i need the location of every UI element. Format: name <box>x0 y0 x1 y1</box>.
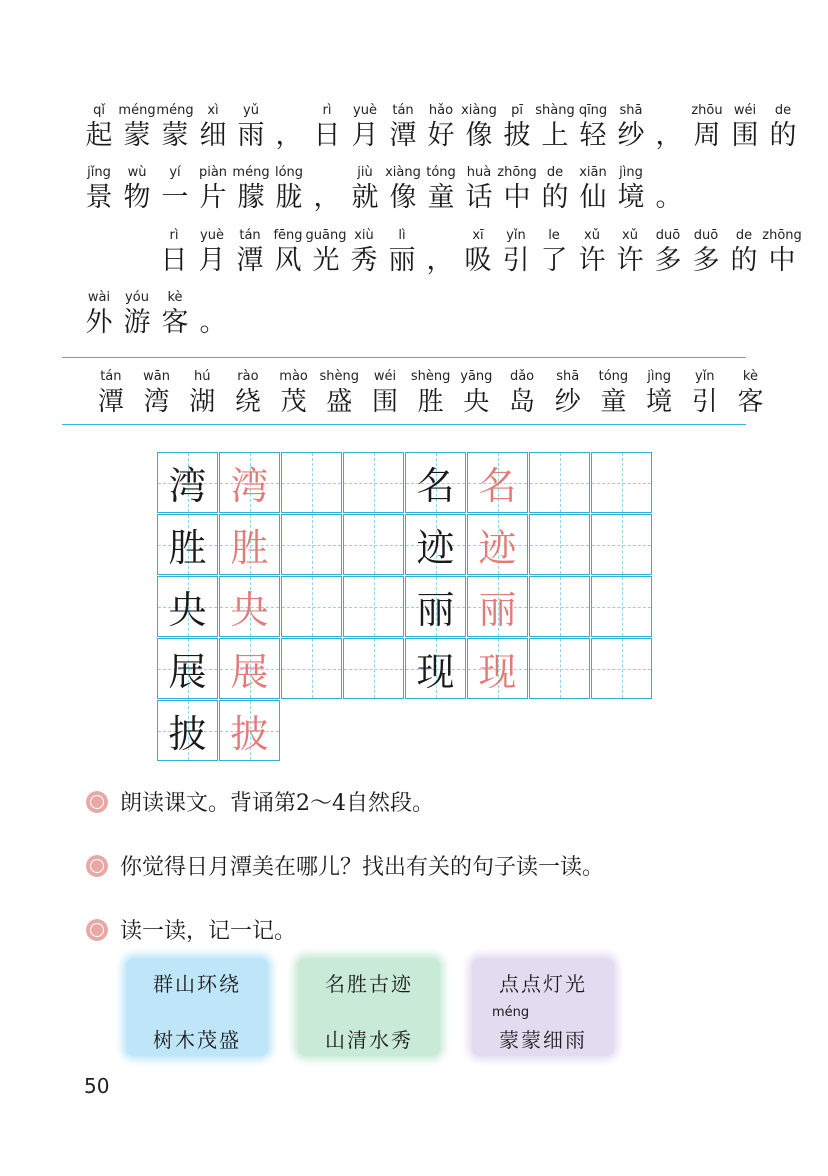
pinyin: qīng <box>578 103 608 118</box>
pinyin: wài <box>87 290 111 305</box>
hanzi: 物 <box>123 182 151 213</box>
phrase: 群山环绕 <box>153 972 241 996</box>
hanzi: 纱 <box>554 387 581 417</box>
hanzi: 童 <box>427 182 455 213</box>
hanzi: 境 <box>617 182 645 213</box>
page-number: 50 <box>84 1074 110 1098</box>
char-cell <box>346 164 384 215</box>
pinyin: rì <box>169 228 179 243</box>
hanzi: 潭 <box>389 120 417 151</box>
pinyin: de <box>546 165 564 180</box>
char-cell <box>225 368 271 419</box>
hanzi: 客 <box>161 307 189 338</box>
char-cell <box>270 164 308 215</box>
trace-char: 披 <box>230 712 269 756</box>
char-cell <box>232 102 270 153</box>
trace-char: 展 <box>230 650 269 694</box>
char-cell <box>118 289 156 340</box>
hanzi: 了 <box>540 245 568 276</box>
char-cell <box>536 102 574 153</box>
char-cell <box>316 368 362 419</box>
char-cell <box>194 164 232 215</box>
char-cell <box>573 227 611 278</box>
trace-char: 迹 <box>478 526 517 570</box>
pinyin: dǎo <box>509 369 535 384</box>
char-cell <box>574 102 612 153</box>
grid-box <box>281 452 342 513</box>
pinyin: yuè <box>353 103 377 118</box>
pinyin: kè <box>742 369 758 384</box>
grid-box <box>529 452 590 513</box>
grid-box <box>591 514 652 575</box>
pinyin: shā <box>619 103 643 118</box>
pinyin: de <box>774 103 792 118</box>
model-char: 湾 <box>168 464 207 508</box>
hanzi: 外 <box>85 307 113 338</box>
grid-box <box>219 514 280 575</box>
grid-box <box>591 638 652 699</box>
seal-icon <box>86 919 108 941</box>
pinyin: le <box>548 228 560 243</box>
pinyin: xī <box>472 228 484 243</box>
hanzi: ， <box>275 120 303 151</box>
passage-line <box>80 102 802 153</box>
pinyin: yǐn <box>695 369 715 384</box>
hanzi: 秀 <box>350 245 378 276</box>
pinyin: de <box>735 228 753 243</box>
pinyin: yuè <box>200 228 224 243</box>
char-cell <box>179 368 225 419</box>
hanzi: 盛 <box>326 387 353 417</box>
hanzi: 吸 <box>464 245 492 276</box>
pinyin: fēng <box>273 228 303 243</box>
grid-box <box>467 452 528 513</box>
model-char: 展 <box>168 650 207 694</box>
hanzi: ， <box>426 245 454 276</box>
trace-char: 湾 <box>230 464 269 508</box>
grid-box <box>219 700 280 761</box>
char-cell <box>134 368 180 419</box>
grid-box <box>219 638 280 699</box>
hanzi: 日 <box>160 245 188 276</box>
pinyin: méng <box>232 165 270 180</box>
grid-box <box>529 576 590 637</box>
phrase: 蒙蒙细雨 <box>499 1028 587 1052</box>
punct-cell <box>421 227 459 278</box>
hanzi: 丽 <box>388 245 416 276</box>
pinyin: mào <box>279 369 308 384</box>
model-char: 现 <box>416 650 455 694</box>
char-cell <box>649 227 687 278</box>
pinyin: pī <box>511 103 523 118</box>
hanzi: ， <box>313 182 341 213</box>
grid-box <box>157 452 218 513</box>
hanzi: 客 <box>737 387 764 417</box>
char-cell <box>454 368 500 419</box>
hanzi: 境 <box>646 387 673 417</box>
hanzi: 的 <box>769 120 797 151</box>
hanzi: 披 <box>503 120 531 151</box>
pinyin: rào <box>237 369 259 384</box>
model-char: 迹 <box>416 526 455 570</box>
hanzi: 细 <box>199 120 227 151</box>
char-cell <box>308 102 346 153</box>
hanzi: 蒙 <box>161 120 189 151</box>
trace-char: 胜 <box>230 526 269 570</box>
char-cell <box>591 368 637 419</box>
pinyin: shèng <box>319 369 360 384</box>
hanzi: 的 <box>730 245 758 276</box>
pinyin: xiàng <box>461 103 497 118</box>
grid-box <box>467 638 528 699</box>
hanzi: 的 <box>541 182 569 213</box>
task-text: 朗读课文。背诵第2～4自然段。 <box>120 791 434 816</box>
hanzi: 许 <box>578 245 606 276</box>
pinyin: qǐ <box>93 103 105 118</box>
hanzi: 光 <box>312 245 340 276</box>
pinyin: tóng <box>598 369 629 384</box>
char-cell <box>156 164 194 215</box>
char-cell <box>232 164 270 215</box>
hanzi: 围 <box>371 387 398 417</box>
trace-char: 央 <box>230 588 269 632</box>
pinyin: tán <box>392 103 414 118</box>
pinyin: hǎo <box>428 103 454 118</box>
hanzi: 话 <box>465 182 493 213</box>
punct-cell <box>194 289 232 340</box>
phrase: 树木茂盛 <box>153 1028 241 1052</box>
seal-icon <box>86 855 108 877</box>
pinyin: xǔ <box>584 228 600 243</box>
char-cell <box>346 102 384 153</box>
pinyin: wéi <box>733 103 757 118</box>
char-cell <box>682 368 728 419</box>
pinyin: wù <box>127 165 147 180</box>
char-cell <box>155 227 193 278</box>
hanzi: 胜 <box>417 387 444 417</box>
hanzi: 朦 <box>237 182 265 213</box>
pinyin: lóng <box>274 165 304 180</box>
hanzi: 一 <box>161 182 189 213</box>
passage-line <box>80 164 688 215</box>
hanzi: 纱 <box>617 120 645 151</box>
hanzi: 中 <box>503 182 531 213</box>
grid-box <box>591 452 652 513</box>
char-cell <box>545 368 591 419</box>
char-cell <box>725 227 763 278</box>
pinyin: hú <box>193 369 211 384</box>
char-cell <box>498 164 536 215</box>
hanzi: 中 <box>768 245 796 276</box>
hanzi: 好 <box>427 120 455 151</box>
passage <box>0 0 828 340</box>
hanzi: 雨 <box>237 120 265 151</box>
hanzi: 童 <box>600 387 627 417</box>
char-cell <box>384 102 422 153</box>
hanzi: 月 <box>198 245 226 276</box>
pinyin: zhōng <box>497 165 537 180</box>
pinyin: yǐn <box>506 228 526 243</box>
trace-char: 现 <box>478 650 517 694</box>
pinyin: xiù <box>354 228 374 243</box>
grid-box <box>219 452 280 513</box>
bottom-divider <box>62 424 746 425</box>
hanzi: 潭 <box>236 245 264 276</box>
pinyin: tán <box>100 369 122 384</box>
grid-box <box>405 576 466 637</box>
char-cell <box>156 289 194 340</box>
grid-box <box>405 452 466 513</box>
pinyin: zhōng <box>762 228 802 243</box>
top-divider <box>62 357 746 358</box>
char-cell <box>194 102 232 153</box>
pinyin: yāng <box>460 369 493 384</box>
pinyin: zhōu <box>691 103 723 118</box>
trace-char: 名 <box>478 464 517 508</box>
char-cell <box>459 227 497 278</box>
pinyin: xiān <box>579 165 607 180</box>
grid-box <box>591 576 652 637</box>
phrase: 山清水秀 <box>325 1028 413 1052</box>
char-cell <box>80 164 118 215</box>
char-cell <box>498 102 536 153</box>
char-cell <box>763 227 801 278</box>
pinyin: huà <box>466 165 492 180</box>
grid-box <box>157 576 218 637</box>
hanzi: 上 <box>541 120 569 151</box>
char-cell <box>80 102 118 153</box>
hanzi: 许 <box>616 245 644 276</box>
char-cell <box>88 368 134 419</box>
model-char: 胜 <box>168 526 207 570</box>
pinyin: méng <box>156 103 194 118</box>
hanzi: 多 <box>654 245 682 276</box>
pinyin: tán <box>239 228 261 243</box>
char-cell <box>460 164 498 215</box>
char-cell <box>80 289 118 340</box>
pinyin: xiàng <box>385 165 421 180</box>
hanzi: 起 <box>85 120 113 151</box>
vocab-strip <box>88 368 773 419</box>
char-cell <box>118 102 156 153</box>
grid-box <box>405 514 466 575</box>
pinyin: rì <box>322 103 332 118</box>
punct-cell <box>270 102 308 153</box>
phrase: 点点灯光 <box>499 972 587 996</box>
hanzi: 像 <box>389 182 417 213</box>
char-cell <box>362 368 408 419</box>
punct-cell <box>650 164 688 215</box>
pinyin: jìng <box>647 369 671 384</box>
phrase: 名胜古迹 <box>325 972 413 996</box>
pinyin: méng <box>118 103 156 118</box>
grid-box <box>157 700 218 761</box>
punct-cell <box>650 102 688 153</box>
hanzi: 岛 <box>509 387 536 417</box>
char-cell <box>271 368 317 419</box>
char-cell <box>687 227 725 278</box>
char-cell <box>764 102 802 153</box>
pinyin: tóng <box>426 165 456 180</box>
pinyin: xì <box>207 103 219 118</box>
seal-icon <box>86 791 108 813</box>
hanzi: 湾 <box>143 387 170 417</box>
pinyin: shèng <box>410 369 451 384</box>
char-cell <box>688 102 726 153</box>
pinyin: yí <box>169 165 181 180</box>
grid-box <box>219 576 280 637</box>
hanzi: 蒙 <box>123 120 151 151</box>
hanzi: 仙 <box>579 182 607 213</box>
pinyin: yóu <box>125 290 149 305</box>
task-text: 读一读，记一记。 <box>120 919 297 944</box>
hanzi: 。 <box>199 307 227 338</box>
pinyin: duō <box>655 228 681 243</box>
char-cell <box>460 102 498 153</box>
grid-box <box>157 638 218 699</box>
char-cell <box>345 227 383 278</box>
task-2 <box>86 850 604 881</box>
task-1 <box>86 786 434 817</box>
grid-box <box>529 514 590 575</box>
char-cell <box>497 227 535 278</box>
grid-box <box>343 576 404 637</box>
grid-box <box>343 452 404 513</box>
pinyin: guāng <box>305 228 347 243</box>
char-cell <box>574 164 612 215</box>
hanzi: 央 <box>463 387 490 417</box>
pinyin: kè <box>167 290 183 305</box>
char-cell <box>384 164 422 215</box>
hanzi: 片 <box>199 182 227 213</box>
task-text: 你觉得日月潭美在哪儿？找出有关的句子读一读。 <box>120 855 605 880</box>
pinyin: wān <box>143 369 170 384</box>
pinyin: yǔ <box>243 103 259 118</box>
char-cell <box>535 227 573 278</box>
char-cell <box>726 102 764 153</box>
phrase-card-2 <box>298 958 440 1056</box>
pinyin: shàng <box>535 103 575 118</box>
grid-box <box>157 514 218 575</box>
char-cell <box>408 368 454 419</box>
hanzi: 引 <box>691 387 718 417</box>
pinyin: jǐng <box>87 165 111 180</box>
model-char: 名 <box>416 464 455 508</box>
pinyin: jìng <box>619 165 643 180</box>
grid-box <box>529 638 590 699</box>
hanzi: 潭 <box>97 387 124 417</box>
char-cell <box>612 102 650 153</box>
pinyin: xǔ <box>622 228 638 243</box>
hanzi: 多 <box>692 245 720 276</box>
char-cell <box>422 102 460 153</box>
char-cell <box>536 164 574 215</box>
char-cell <box>118 164 156 215</box>
grid-box <box>281 576 342 637</box>
hanzi: 湖 <box>189 387 216 417</box>
trace-char: 丽 <box>478 588 517 632</box>
passage-line <box>155 227 801 278</box>
hanzi: 围 <box>731 120 759 151</box>
char-cell <box>728 368 774 419</box>
pinyin: wéi <box>373 369 397 384</box>
passage-line <box>80 289 232 340</box>
grid-box <box>281 638 342 699</box>
task-3 <box>86 914 296 945</box>
model-char: 丽 <box>416 588 455 632</box>
hanzi: 像 <box>465 120 493 151</box>
hanzi: 轻 <box>579 120 607 151</box>
model-char: 披 <box>168 712 207 756</box>
grid-box <box>405 638 466 699</box>
hanzi: 日 <box>313 120 341 151</box>
phrase-card-1 <box>126 958 268 1056</box>
punct-cell <box>308 164 346 215</box>
grid-box <box>467 514 528 575</box>
hanzi: 绕 <box>234 387 261 417</box>
char-cell <box>193 227 231 278</box>
char-cell <box>499 368 545 419</box>
hanzi: 周 <box>693 120 721 151</box>
pinyin: lì <box>398 228 406 243</box>
grid-box <box>467 576 528 637</box>
grid-box <box>343 638 404 699</box>
pinyin: shā <box>556 369 580 384</box>
hanzi: 茂 <box>280 387 307 417</box>
hanzi: 风 <box>274 245 302 276</box>
char-cell <box>231 227 269 278</box>
grid-box <box>343 514 404 575</box>
model-char: 央 <box>168 588 207 632</box>
phrase-card-3 <box>472 958 614 1056</box>
grid-box <box>281 514 342 575</box>
pinyin: piàn <box>198 165 228 180</box>
hanzi: 游 <box>123 307 151 338</box>
char-cell <box>612 164 650 215</box>
phrase-pinyin: méng <box>492 1005 530 1020</box>
char-cell <box>269 227 307 278</box>
char-cell <box>156 102 194 153</box>
hanzi: 就 <box>351 182 379 213</box>
hanzi: 。 <box>655 182 683 213</box>
hanzi: 引 <box>502 245 530 276</box>
hanzi: 胧 <box>275 182 303 213</box>
char-cell <box>307 227 345 278</box>
char-cell <box>383 227 421 278</box>
pinyin: duō <box>693 228 719 243</box>
pinyin: jiù <box>357 165 373 180</box>
hanzi: 月 <box>351 120 379 151</box>
hanzi: ， <box>655 120 683 151</box>
char-cell <box>636 368 682 419</box>
char-cell <box>422 164 460 215</box>
hanzi: 景 <box>85 182 113 213</box>
char-cell <box>611 227 649 278</box>
